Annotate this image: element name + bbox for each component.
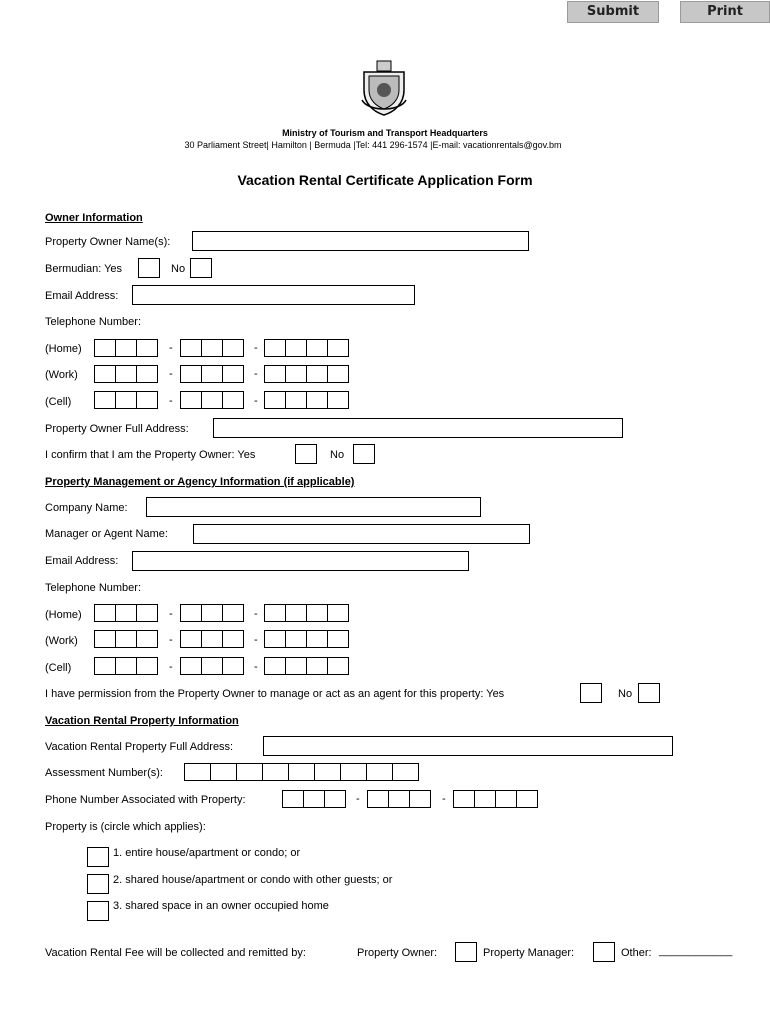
bermudian-no-label: No [171,263,186,275]
owner-name-input[interactable] [192,231,529,251]
manager-name-label: Manager or Agent Name: [45,528,168,540]
fee-collection-label: Vacation Rental Fee will be collected and remitted by: [45,947,306,959]
phone-dash: - [169,368,173,380]
owner-confirm-no-label: No [330,449,345,461]
owner-work-area-code[interactable] [94,365,157,383]
management-section-heading: Property Management or Agency Information (if applicable) [45,476,355,488]
management-cell-line[interactable] [264,657,348,675]
property-type-option-1-label: 1. entire house/apartment or condo; or [113,847,301,859]
owner-cell-line[interactable] [264,391,348,409]
owner-full-address-label: Property Owner Full Address: [45,423,189,435]
page-title: Vacation Rental Certificate Application Form [237,172,533,188]
owner-section-heading: Owner Information [45,212,143,224]
assessment-number-label: Assessment Number(s): [45,767,163,779]
phone-dash: - [169,634,173,646]
submit-button[interactable]: Submit [567,1,659,23]
management-home-area-code[interactable] [94,604,157,622]
company-name-input[interactable] [146,497,481,517]
owner-name-label: Property Owner Name(s): [45,236,171,248]
bermudian-no-checkbox[interactable] [190,258,212,278]
assessment-number-input[interactable] [184,763,418,781]
management-work-area-code[interactable] [94,630,157,648]
property-type-option-2-checkbox[interactable] [87,874,109,894]
ministry-name: Ministry of Tourism and Transport Headquarters [282,128,488,138]
fee-other-input[interactable]: ____________ [659,945,733,957]
management-work-line[interactable] [264,630,348,648]
property-type-option-3-label: 3. shared space in an owner occupied home [113,900,329,912]
phone-dash: - [254,368,258,380]
phone-dash: - [169,342,173,354]
bermudian-label: Bermudian: Yes [45,263,123,275]
management-work-prefix[interactable] [180,630,243,648]
owner-confirm-yes-checkbox[interactable] [295,444,317,464]
phone-dash: - [169,661,173,673]
management-email-label: Email Address: [45,555,119,567]
property-type-option-3-checkbox[interactable] [87,901,109,921]
owner-home-area-code[interactable] [94,339,157,357]
phone-dash: - [254,634,258,646]
property-type-option-1-checkbox[interactable] [87,847,109,867]
phone-dash: - [169,608,173,620]
management-cell-area-code[interactable] [94,657,157,675]
fee-owner-label: Property Owner: [357,947,438,959]
management-home-label: (Home) [45,609,82,621]
owner-cell-prefix[interactable] [180,391,243,409]
fee-manager-checkbox[interactable] [593,942,615,962]
owner-email-input[interactable] [132,285,415,305]
property-type-label: Property is (circle which applies): [45,821,206,833]
phone-dash: - [254,342,258,354]
owner-email-label: Email Address: [45,290,119,302]
owner-home-prefix[interactable] [180,339,243,357]
owner-telephone-label: Telephone Number: [45,316,142,328]
phone-dash: - [169,395,173,407]
management-email-input[interactable] [132,551,469,571]
permission-yes-checkbox[interactable] [580,683,602,703]
property-phone-prefix[interactable] [367,790,430,808]
bermudian-yes-checkbox[interactable] [138,258,160,278]
management-telephone-label: Telephone Number: [45,582,142,594]
property-section-heading: Vacation Rental Property Information [45,715,239,727]
print-button[interactable]: Print [680,1,770,23]
fee-manager-label: Property Manager: [483,947,575,959]
fee-owner-checkbox[interactable] [455,942,477,962]
owner-cell-label: (Cell) [45,396,72,408]
property-type-option-2-label: 2. shared house/apartment or condo with other guests; or [113,874,393,886]
management-work-label: (Work) [45,635,78,647]
owner-work-label: (Work) [45,369,78,381]
property-phone-area-code[interactable] [282,790,345,808]
management-cell-prefix[interactable] [180,657,243,675]
property-phone-label: Phone Number Associated with Property: [45,794,246,806]
fee-other-label: Other: [621,947,652,959]
property-phone-line[interactable] [453,790,537,808]
owner-confirm-no-checkbox[interactable] [353,444,375,464]
owner-cell-area-code[interactable] [94,391,157,409]
ministry-address: 30 Parliament Street| Hamilton | Bermuda |Tel: 441 296-1574 |E-mail: vacationrentals@gov.bm [184,140,562,150]
property-address-label: Vacation Rental Property Full Address: [45,741,234,753]
owner-work-line[interactable] [264,365,348,383]
owner-work-prefix[interactable] [180,365,243,383]
permission-no-label: No [618,688,633,700]
permission-label: I have permission from the Property Owner to manage or act as an agent for this property: Yes [45,688,505,700]
management-home-line[interactable] [264,604,348,622]
owner-home-label: (Home) [45,343,82,355]
permission-no-checkbox[interactable] [638,683,660,703]
coat-of-arms-seal [360,60,408,116]
phone-dash: - [254,608,258,620]
property-address-input[interactable] [263,736,673,756]
company-name-label: Company Name: [45,502,128,514]
phone-dash: - [254,661,258,673]
management-cell-label: (Cell) [45,662,72,674]
phone-dash: - [442,793,446,805]
management-home-prefix[interactable] [180,604,243,622]
owner-confirm-label: I confirm that I am the Property Owner: Yes [45,449,256,461]
phone-dash: - [254,395,258,407]
owner-full-address-input[interactable] [213,418,623,438]
phone-dash: - [356,793,360,805]
manager-name-input[interactable] [193,524,530,544]
owner-home-line[interactable] [264,339,348,357]
